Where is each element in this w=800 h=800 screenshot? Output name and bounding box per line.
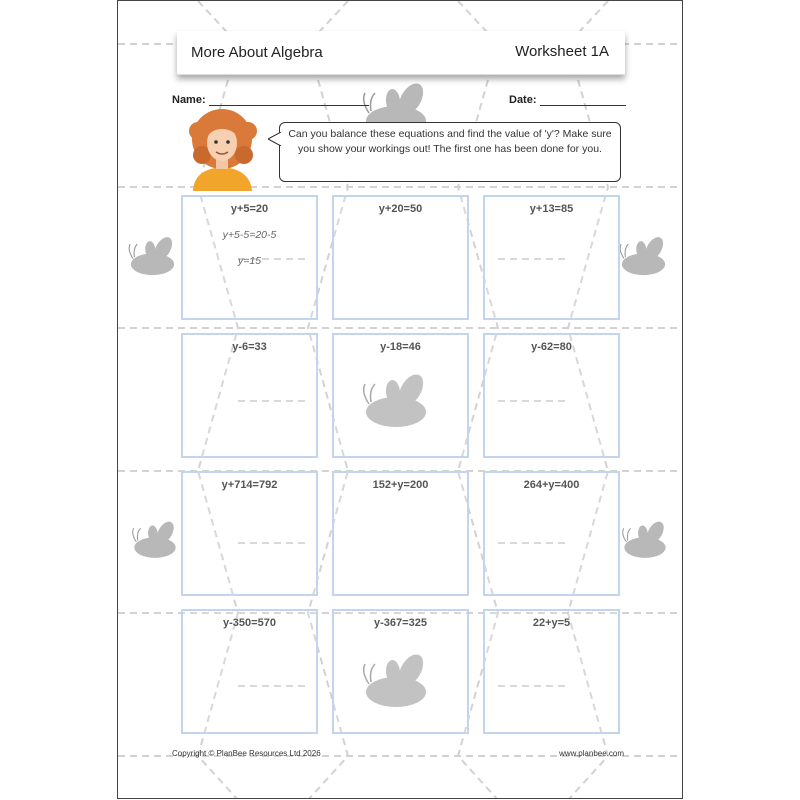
bee-icon — [124, 521, 186, 563]
equation-box[interactable] — [332, 195, 469, 320]
working-line: y+5-5=20-5 — [222, 229, 277, 241]
equation-box[interactable] — [332, 609, 469, 734]
instructions-speech-bubble: Can you balance these equations and find the value of 'y'? Make sure you show your workings out! The first one has been done for you. — [279, 122, 621, 182]
equation-label: y+20=50 — [378, 203, 423, 215]
equation-box[interactable] — [181, 609, 318, 734]
equation-box[interactable] — [181, 471, 318, 596]
working-line: y=15 — [237, 255, 262, 267]
equation-label: y-18=46 — [380, 341, 421, 353]
equation-label: y-62=80 — [531, 341, 572, 353]
bee-icon — [611, 236, 676, 281]
equation-label: y-367=325 — [374, 617, 427, 629]
equation-box[interactable] — [483, 609, 620, 734]
copyright-text: Copyright © PlanBee Resources Ltd 2026 — [172, 749, 321, 758]
equation-box[interactable] — [483, 333, 620, 458]
worksheet-header — [177, 31, 625, 75]
date-field[interactable] — [540, 105, 626, 106]
website-link[interactable]: www.planbee.com — [559, 749, 624, 758]
equation-box[interactable] — [332, 471, 469, 596]
equation-box[interactable] — [181, 195, 318, 320]
equation-label: y+13=85 — [529, 203, 574, 215]
equation-label: y+714=792 — [221, 479, 278, 491]
equation-label: 22+y=5 — [532, 617, 571, 629]
worksheet-number: Worksheet 1A — [515, 43, 609, 60]
name-label: Name: — [172, 94, 206, 106]
worksheet-title: More About Algebra — [191, 44, 323, 61]
equation-label: y-350=570 — [223, 617, 276, 629]
equation-label: y-6=33 — [232, 341, 267, 353]
equation-label: y+5=20 — [230, 203, 269, 215]
bee-icon — [614, 521, 676, 563]
equation-box[interactable] — [483, 195, 620, 320]
worksheet-page — [117, 0, 683, 799]
speech-bubble-tail — [268, 132, 282, 146]
teacher-avatar — [188, 109, 258, 191]
equation-label: 264+y=400 — [523, 479, 580, 491]
equation-box[interactable] — [181, 333, 318, 458]
equation-box[interactable] — [483, 471, 620, 596]
bee-icon — [120, 236, 185, 281]
date-label: Date: — [509, 94, 537, 106]
equation-box[interactable] — [332, 333, 469, 458]
name-field[interactable] — [209, 105, 369, 106]
equation-label: 152+y=200 — [372, 479, 429, 491]
